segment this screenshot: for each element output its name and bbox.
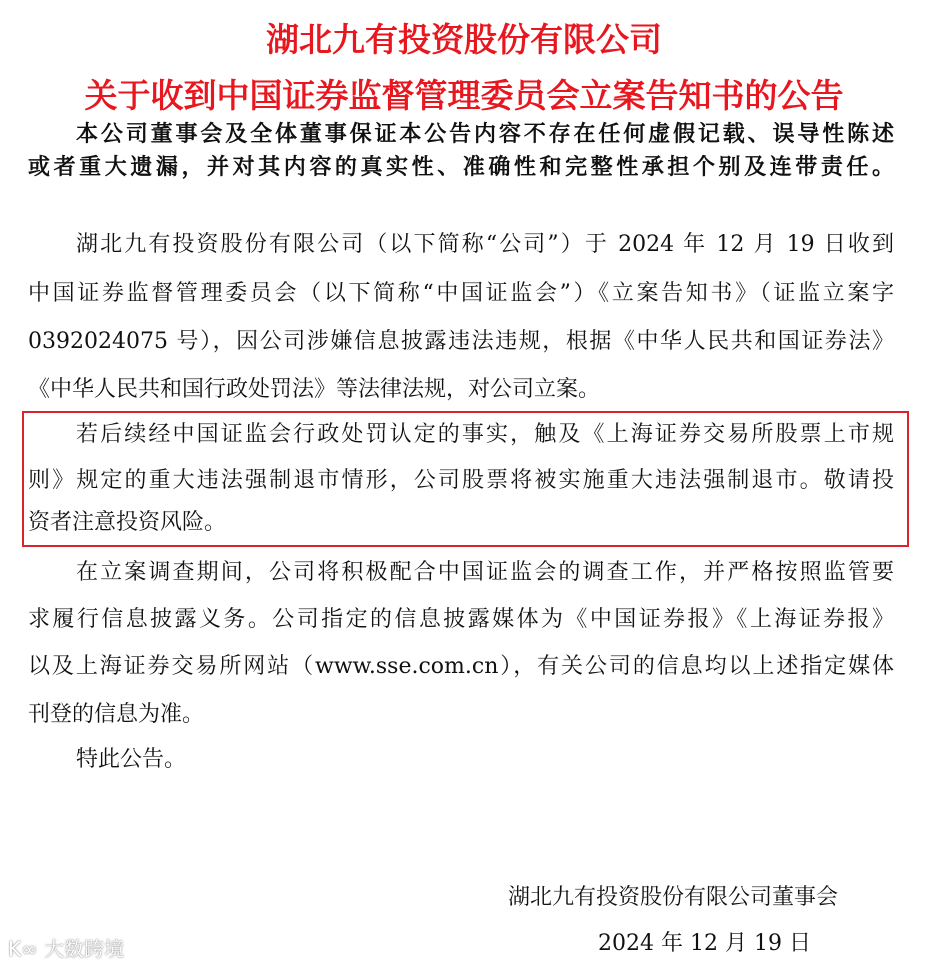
paragraph-line: 以及上海证券交易所网站（www.sse.com.cn），有关公司的信息均以上述指定媒体: [28, 654, 894, 679]
paragraph-line: 中国证券监督管理委员会（以下简称“中国证监会”）《立案告知书》（证监立案字: [28, 281, 894, 306]
signature: 湖北九有投资股份有限公司董事会: [508, 885, 839, 910]
paragraph-line: 若后续经中国证监会行政处罚认定的事实，触及《上海证券交易所股票上市规: [76, 422, 894, 447]
company-title: 湖北九有投资股份有限公司: [266, 20, 662, 59]
paragraph-line: 求履行信息披露义务。公司指定的信息披露媒体为《中国证券报》《上海证券报》: [28, 607, 894, 632]
paragraph-line: 刊登的信息为准。: [28, 702, 205, 727]
paragraph-line: 在立案调查期间，公司将积极配合中国证监会的调查工作，并严格按照监管要: [76, 560, 894, 585]
watermark: [8, 933, 124, 962]
announcement-title: 关于收到中国证券监督管理委员会立案告知书的公告: [84, 76, 844, 115]
announcement-date: 2024 年 12 月 19 日: [598, 931, 811, 956]
declaration-line: 或者重大遗漏，并对其内容的真实性、准确性和完整性承担个别及连带责任。: [28, 155, 894, 180]
paragraph-line: 资者注意投资风险。: [28, 510, 227, 535]
paragraph-line: 则》规定的重大违法强制退市情形，公司股票将被实施重大违法强制退市。敬请投: [28, 468, 894, 493]
paragraph-line: 0392024075 号），因公司涉嫌信息披露违法违规，根据《中华人民共和国证券法》: [28, 329, 894, 354]
watermark-logo-icon: K∞: [8, 937, 45, 961]
closing-text: 特此公告。: [76, 747, 187, 772]
paragraph-line: 湖北九有投资股份有限公司（以下简称“公司”）于 2024 年 12 月 19 日收到: [76, 232, 894, 257]
watermark-text: 大数跨境: [44, 937, 125, 961]
paragraph-line: 《中华人民共和国行政处罚法》等法律法规，对公司立案。: [28, 377, 601, 402]
declaration-line: 本公司董事会及全体董事保证本公告内容不存在任何虚假记载、误导性陈述: [76, 122, 894, 147]
